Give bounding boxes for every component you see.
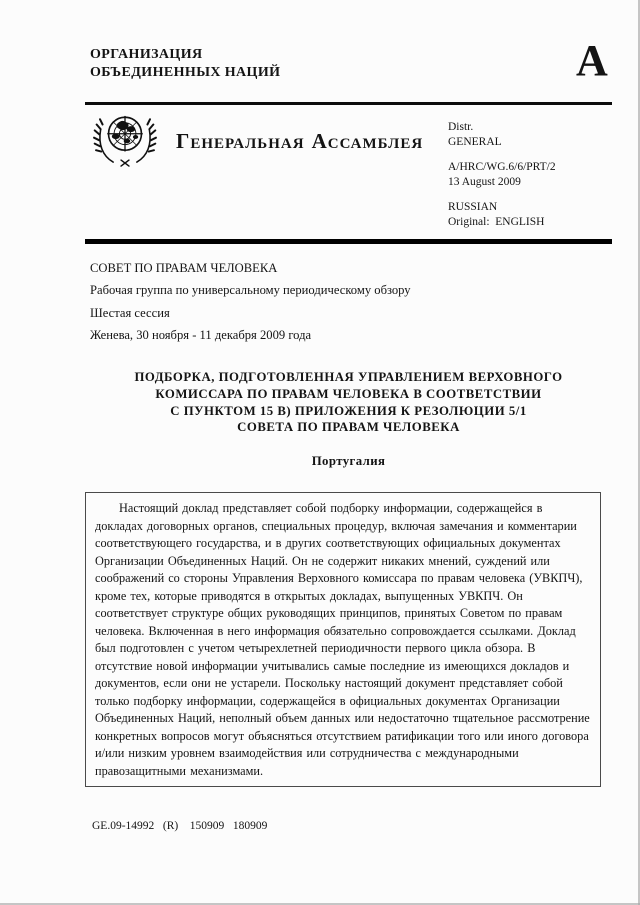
distr-value: GENERAL — [448, 136, 502, 148]
session-number: Шестая сессия — [90, 305, 170, 320]
document-meta-block — [448, 120, 556, 240]
distribution-group — [448, 120, 556, 150]
org-name-line2: ОБЪЕДИНЕННЫХ НАЦИЙ — [90, 65, 281, 80]
assembly-word-2: ССАМБЛЕЯ — [327, 136, 424, 152]
org-name-line1: ОРГАНИЗАЦИЯ — [90, 47, 203, 62]
title-line-1: ПОДБОРКА, ПОДГОТОВЛЕННАЯ УПРАВЛЕНИЕМ ВЕРХОВНОГО — [134, 370, 563, 384]
assembly-word-1: ЕНЕРАЛЬНАЯ — [190, 136, 305, 152]
document-date: 13 August 2009 — [448, 176, 521, 188]
session-body: СОВЕТ ПО ПРАВАМ ЧЕЛОВЕКА — [90, 261, 278, 275]
header-rule — [85, 102, 612, 105]
document-title — [85, 369, 612, 436]
title-line-2: КОМИССАРА ПО ПРАВАМ ЧЕЛОВЕКА В СООТВЕТСТВИИ — [155, 386, 542, 401]
session-venue-dates: Женева, 30 ноября - 11 декабря 2009 года — [90, 327, 312, 342]
org-name — [90, 46, 280, 82]
session-working-group: Рабочая группа по универсальному периодическому обзору — [90, 283, 411, 298]
distr-label: Distr. — [448, 121, 474, 133]
general-assembly-masthead — [176, 129, 423, 154]
summary-paragraph: Настоящий доклад представляет собой подборку информации, содержащейся в докладах договорных органов, специальных процедур, включая замечания и комментарии соответствующего государства, и в других соответствующих официальных документах Организации Объединенных Наций. Он не содержит никаких мнений, суждений или соображений со стороны Управления Верховного комиссара по правам человека (УВКПЧ), кроме тех, которые приводятся в открытых докладах, выпущенных УВКПЧ. Он соответствует структуре общих руководящих принципов, принятых Советом по правам человека. Включенная в него информация обязательно сопровождается ссылками. Доклад был подготовлен с учетом четырехлетней периодичности первого цикла обзора. В отсутствие новой информации учитывались самые последние из имеющихся докладов и документов, если они не устарели. Поскольку настоящий документ представляет собой только подборку информации, содержащейся в официальных документах Организации Объединенных Наций, неполный объем данных или недостаточно тщательное рассмотрение конкретных вопросов могут объясняться отсутствием ратификации того или иного договора и/или низким уровнем взаимодействия или сотрудничества с международными правозащитными механизмами. — [95, 501, 590, 778]
document-language: RUSSIAN — [448, 201, 498, 213]
country-heading: Португалия — [311, 454, 386, 468]
session-block — [90, 257, 411, 346]
assembly-initial-2: А — [311, 129, 328, 153]
footer-reference: GE.09-14992 (R) 150909 180909 — [92, 820, 268, 832]
assembly-initial-1: Г — [176, 129, 191, 153]
summary-box — [85, 492, 601, 787]
document-series-letter: A — [576, 36, 608, 85]
language-group — [448, 200, 556, 230]
document-symbol: A/HRC/WG.6/6/PRT/2 — [448, 161, 556, 173]
original-language: Original: ENGLISH — [448, 216, 545, 228]
symbol-group — [448, 160, 556, 190]
un-emblem-icon — [92, 110, 158, 168]
title-line-3: С ПУНКТОМ 15 В) ПРИЛОЖЕНИЯ К РЕЗОЛЮЦИИ 5/1 — [170, 403, 527, 418]
section-rule — [85, 239, 612, 244]
title-line-4: СОВЕТА ПО ПРАВАМ ЧЕЛОВЕКА — [237, 420, 460, 435]
